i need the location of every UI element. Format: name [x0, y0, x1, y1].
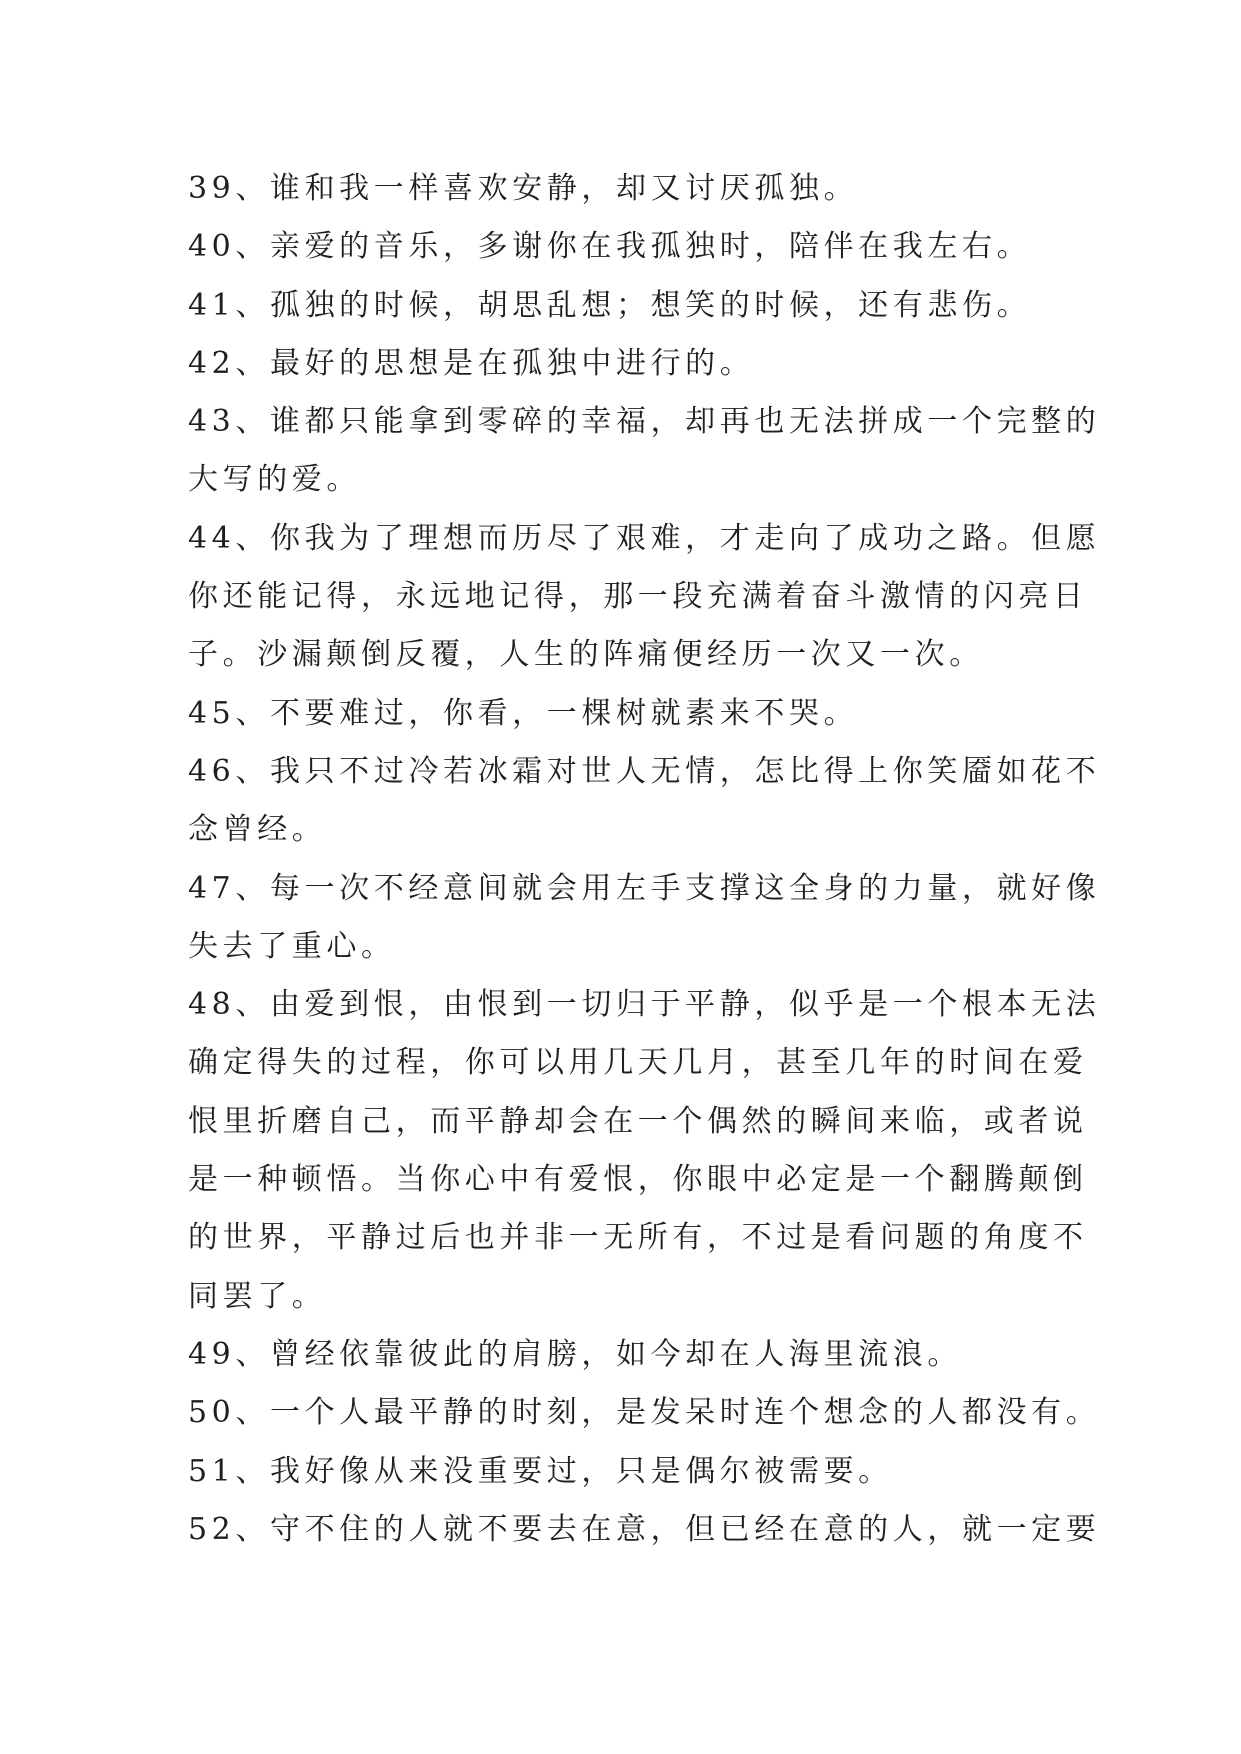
text-line: 大写的爱。 [188, 462, 361, 498]
text-line: 的世界，平静过后也并非一无所有，不过是看问题的角度不 [188, 1220, 1088, 1256]
text-line: 40、亲爱的音乐，多谢你在我孤独时，陪伴在我左右。 [188, 229, 1032, 265]
text-line: 43、谁都只能拿到零碎的幸福，却再也无法拼成一个完整的 [188, 404, 1101, 440]
text-line: 失去了重心。 [188, 928, 396, 964]
text-line: 51、我好像从来没重要过，只是偶尔被需要。 [188, 1453, 893, 1489]
text-line: 42、最好的思想是在孤独中进行的。 [188, 345, 755, 381]
text-line: 48、由爱到恨，由恨到一切归于平静，似乎是一个根本无法 [188, 987, 1101, 1023]
text-line: 50、一个人最平静的时刻，是发呆时连个想念的人都没有。 [188, 1395, 1101, 1431]
text-line: 恨里折磨自己，而平静却会在一个偶然的瞬间来临，或者说 [188, 1103, 1088, 1139]
text-line: 是一种顿悟。当你心中有爱恨，你眼中必定是一个翻腾颠倒 [188, 1162, 1088, 1198]
text-line: 41、孤独的时候，胡思乱想；想笑的时候，还有悲伤。 [188, 287, 1032, 323]
text-line: 49、曾经依靠彼此的肩膀，如今却在人海里流浪。 [188, 1336, 962, 1372]
text-line: 念曾经。 [188, 812, 327, 848]
text-line: 你还能记得，永远地记得，那一段充满着奋斗激情的闪亮日 [188, 579, 1088, 615]
text-line: 39、谁和我一样喜欢安静，却又讨厌孤独。 [188, 171, 859, 206]
text-line: 44、你我为了理想而历尽了艰难，才走向了成功之路。但愿 [188, 520, 1101, 556]
text-line: 同罢了。 [188, 1278, 327, 1314]
text-line: 45、不要难过，你看，一棵树就素来不哭。 [188, 695, 859, 731]
text-line: 47、每一次不经意间就会用左手支撑这全身的力量，就好像 [188, 870, 1101, 906]
text-line: 子。沙漏颠倒反覆，人生的阵痛便经历一次又一次。 [188, 637, 984, 673]
text-line: 52、守不住的人就不要去在意，但已经在意的人，就一定要 [188, 1511, 1101, 1547]
document-body [188, 160, 1101, 1559]
text-line: 46、我只不过冷若冰霜对世人无情，怎比得上你笑靥如花不 [188, 753, 1101, 789]
text-line: 确定得失的过程，你可以用几天几月，甚至几年的时间在爱 [188, 1045, 1088, 1081]
